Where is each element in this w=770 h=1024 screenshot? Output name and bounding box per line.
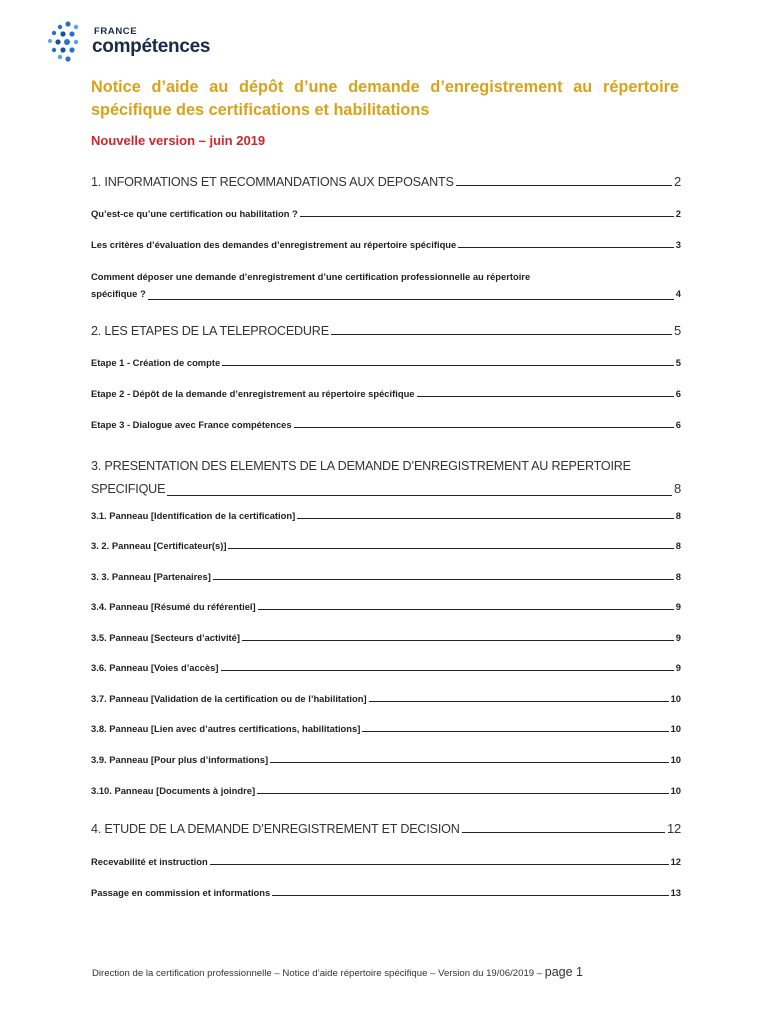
toc-entry-page: 3: [675, 239, 681, 250]
toc-entry-page: 9: [675, 601, 681, 612]
toc-entry[interactable]: [91, 693, 681, 704]
toc-entry-label: 3.9. Panneau [Pour plus d’informations]: [91, 754, 269, 765]
leader-line: [331, 333, 672, 335]
footer-page-number: page 1: [544, 965, 584, 979]
toc-entry-label: 3.5. Panneau [Secteurs d’activité]: [91, 632, 241, 643]
footer-text: Direction de la certification professionnelle – Notice d’aide répertoire spécifique – Version du 19/06/2019 –: [92, 968, 545, 979]
toc-entry-page: 5: [675, 357, 681, 368]
logo-line2: compétences: [92, 36, 211, 57]
toc-entry-page: 10: [670, 785, 681, 796]
toc-entry[interactable]: [91, 571, 681, 582]
toc-entry[interactable]: [91, 456, 681, 496]
toc-entry[interactable]: [91, 887, 681, 898]
toc-entry-label: Les critères d’évaluation des demandes d’enregistrement au répertoire spécifique: [91, 239, 457, 250]
toc-entry-page: 10: [670, 723, 681, 734]
toc-entry[interactable]: [91, 785, 681, 796]
toc-entry[interactable]: [91, 723, 681, 734]
toc-entry-page: 12: [670, 856, 681, 867]
toc-entry-label: Etape 3 - Dialogue avec France compétences: [91, 419, 292, 430]
toc-entry-label: SPECIFIQUE: [91, 482, 166, 496]
toc-entry-line2: [91, 479, 681, 499]
leader-line: [270, 761, 668, 763]
toc-entry-label-line1: 3. PRESENTATION DES ELEMENTS DE LA DEMANDE D’ENREGISTREMENT AU REPERTOIRE: [91, 459, 631, 473]
leader-line: [362, 730, 668, 732]
leader-line: [258, 608, 674, 610]
toc-entry[interactable]: [91, 540, 681, 551]
toc-entry-label: 3.10. Panneau [Documents à joindre]: [91, 785, 256, 796]
page-footer: [92, 965, 583, 979]
toc-entry-label: 2. LES ETAPES DE LA TELEPROCEDURE: [91, 324, 329, 338]
leader-line: [222, 364, 674, 366]
toc-entry-label: 3.6. Panneau [Voies d’accès]: [91, 662, 219, 673]
toc-entry-page: 10: [670, 693, 681, 704]
toc-entry-label: Etape 2 - Dépôt de la demande d’enregistrement au répertoire spécifique: [91, 388, 415, 399]
toc-entry[interactable]: [91, 632, 681, 643]
toc-entry[interactable]: [91, 754, 681, 765]
leader-line: [242, 639, 674, 641]
toc-entry-page: 6: [675, 419, 681, 430]
toc-entry-page: 4: [675, 288, 681, 299]
toc-entry[interactable]: [91, 419, 681, 430]
toc-entry-label: 4. ETUDE DE LA DEMANDE D’ENREGISTREMENT ET DECISION: [91, 822, 460, 836]
toc-entry-page: 12: [666, 821, 681, 836]
leader-line: [417, 395, 674, 397]
version-label: Nouvelle version – juin 2019: [91, 133, 266, 148]
toc-entry[interactable]: [91, 821, 681, 836]
toc-entry-label: Etape 1 - Création de compte: [91, 357, 221, 368]
toc-entry-page: 6: [675, 388, 681, 399]
leader-line: [458, 246, 674, 248]
toc-entry[interactable]: [91, 510, 681, 521]
leader-line: [272, 894, 668, 896]
france-competences-logo: [46, 20, 226, 66]
toc-entry-label: 3.4. Panneau [Résumé du référentiel]: [91, 601, 256, 612]
toc-entry-page: 8: [675, 540, 681, 551]
toc-entry[interactable]: [91, 856, 681, 867]
leader-line: [221, 669, 674, 671]
toc-entry-page: 10: [670, 754, 681, 765]
toc-entry-label: 3. 2. Panneau [Certificateur(s)]: [91, 540, 227, 551]
leader-line: [257, 792, 668, 794]
toc-entry-label: 1. INFORMATIONS ET RECOMMANDATIONS AUX DEPOSANTS: [91, 175, 454, 189]
toc-entry-label: Recevabilité et instruction: [91, 856, 208, 867]
leader-line: [210, 863, 669, 865]
toc-entry-page: 9: [675, 632, 681, 643]
toc-entry-page: 5: [673, 323, 681, 338]
leader-line: [294, 426, 674, 428]
leader-line: [213, 578, 674, 580]
toc-entry-page: 9: [675, 662, 681, 673]
leader-line: [167, 494, 672, 496]
toc-entry-label: Qu’est-ce qu’une certification ou habilitation ?: [91, 208, 298, 219]
toc-entry-page: 2: [675, 208, 681, 219]
leader-line: [297, 517, 674, 519]
logo-line1: FRANCE: [94, 26, 138, 37]
toc-entry[interactable]: [91, 323, 681, 338]
toc-entry-page: 8: [675, 510, 681, 521]
toc-entry[interactable]: [91, 208, 681, 219]
toc-entry-label: 3.7. Panneau [Validation de la certification ou de l’habilitation]: [91, 693, 367, 704]
toc-entry[interactable]: [91, 174, 681, 189]
leader-line: [228, 547, 673, 549]
document-title: Notice d’aide au dépôt d’une demande d’enregistrement au répertoire spécifique des certifications et habilitations: [91, 78, 679, 119]
leader-line: [456, 184, 672, 186]
toc-entry-label-line1: Comment déposer une demande d’enregistrement d’une certification professionnelle au répertoire: [91, 271, 531, 282]
toc-entry-label: spécifique ?: [91, 288, 146, 299]
toc-entry-page: 8: [675, 571, 681, 582]
toc-entry-label: 3.8. Panneau [Lien avec d’autres certifications, habilitations]: [91, 723, 361, 734]
leader-line: [369, 700, 669, 702]
toc-entry-page: 8: [673, 481, 681, 496]
toc-entry[interactable]: [91, 388, 681, 399]
toc-entry-label: 3. 3. Panneau [Partenaires]: [91, 571, 211, 582]
leader-line: [300, 215, 674, 217]
toc-entry-label: 3.1. Panneau [Identification de la certification]: [91, 510, 296, 521]
toc-entry-line2: [91, 285, 681, 302]
leader-line: [148, 298, 674, 300]
toc-entry[interactable]: [91, 268, 681, 302]
toc-entry[interactable]: [91, 601, 681, 612]
toc-entry[interactable]: [91, 239, 681, 250]
logo-dots-icon: [46, 20, 90, 64]
toc-entry-page: 2: [673, 174, 681, 189]
leader-line: [462, 831, 665, 833]
toc-entry[interactable]: [91, 662, 681, 673]
toc-entry-page: 13: [670, 887, 681, 898]
toc-entry-label: Passage en commission et informations: [91, 887, 271, 898]
toc-entry[interactable]: [91, 357, 681, 368]
